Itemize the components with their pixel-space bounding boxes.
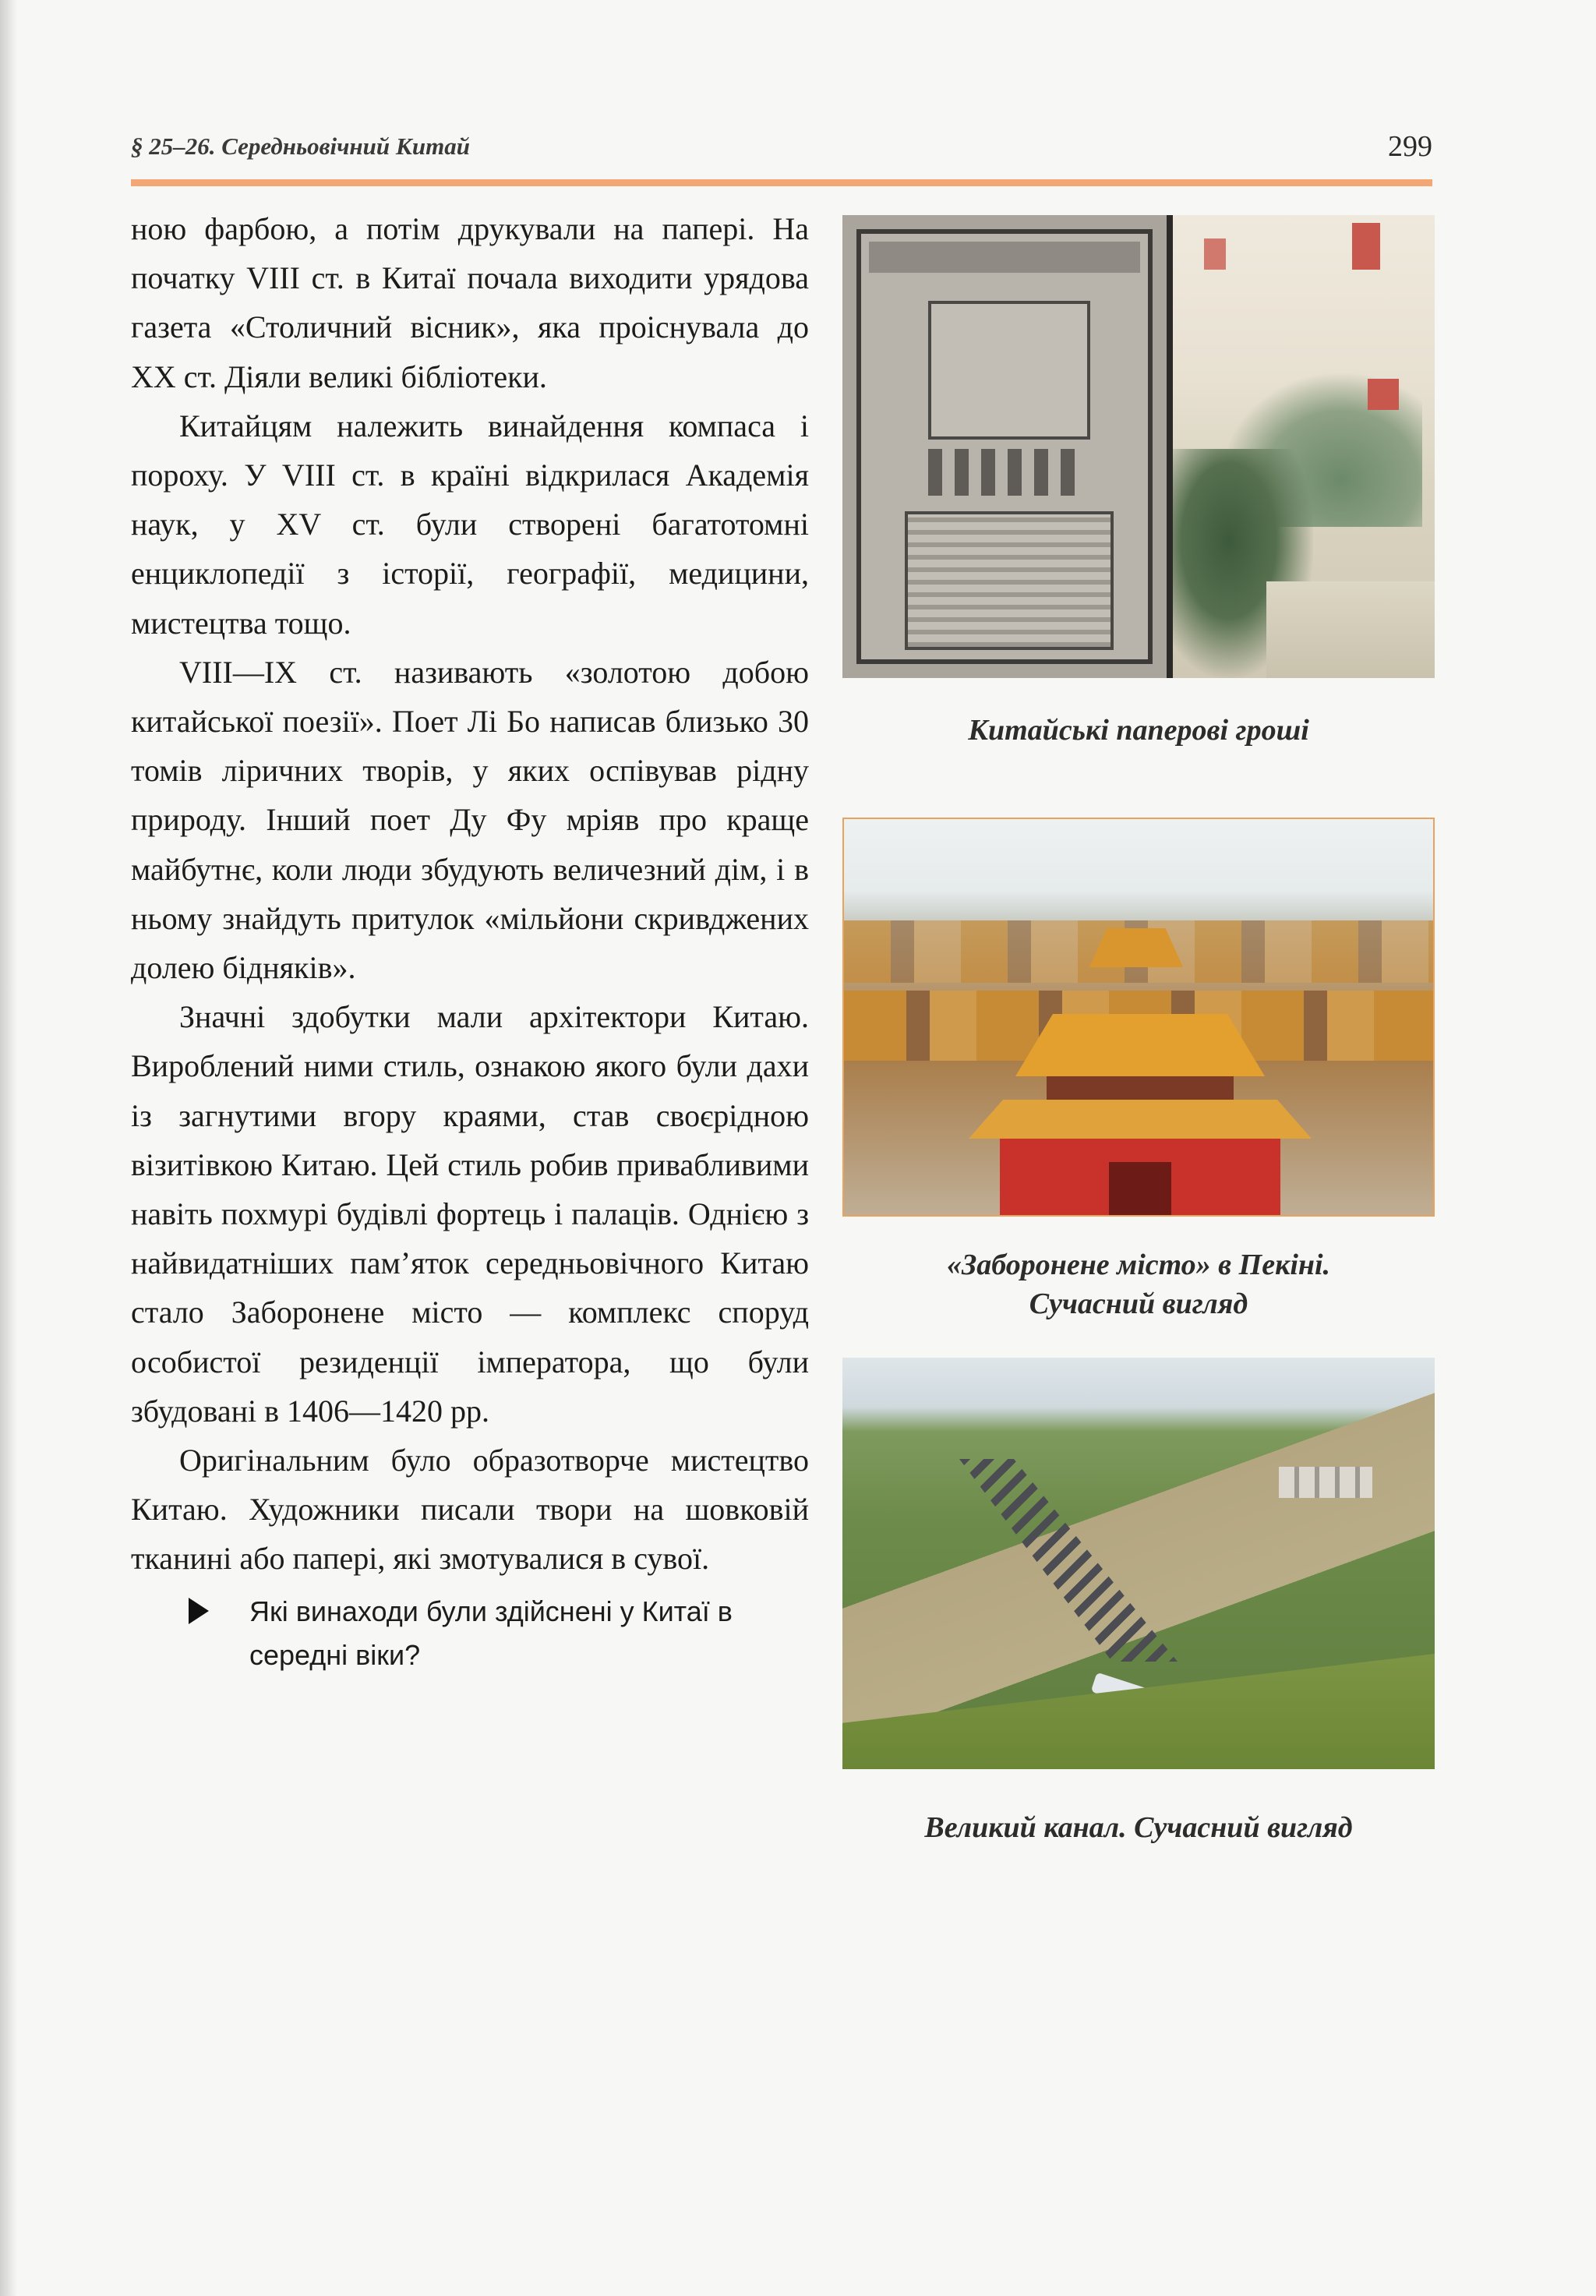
scroll-painting-image: [1173, 215, 1435, 678]
header-rule: [131, 179, 1432, 186]
page-header: [131, 132, 1432, 171]
body-text-column: [131, 204, 809, 1677]
page-number: 299: [1388, 130, 1432, 163]
banknote-image: [842, 215, 1167, 678]
figure-caption: [842, 1245, 1435, 1323]
caption-line: Сучасний вигляд: [1029, 1288, 1248, 1320]
figure-paper-money: [842, 215, 1435, 678]
figure-caption: Китайські паперові гроші: [968, 714, 1309, 747]
caption-line: «Заборонене місто» в Пекіні.: [946, 1249, 1331, 1281]
paragraph: Китайцям належить винайдення компаса і пороху. У VIII ст. в країні відкрилася Академія наук, у XV ст. були створені багатотомні енциклопедії з історії, географії, медицини, мистецтва тощо.: [131, 408, 809, 641]
triangle-bullet-icon: [189, 1598, 209, 1624]
paragraph: VIII—IX ст. називають «золотою добою китайської поезії». Поет Лі Бо написав близько 30 томів ліричних творів, у яких оспівував рідну природу. Інший поет Ду Фу мріяв про краще майбутнє, коли люди збудують величезний дім, і в ньому знайдуть притулок «мільйони скривджених долею бідняків».: [131, 654, 809, 986]
page-edge-shadow: [0, 0, 17, 2296]
question-text: Які винаходи були здійснені у Китаї в середні віки?: [249, 1595, 733, 1671]
paragraph: Значні здобутки мали архітектори Китаю. Вироблений ними стиль, ознакою якого були дахи із загнутими вгору краями, став своєрідною візитівкою Китаю. Цей стиль робив привабливими навіть похмурі будівлі фортець і палаців. Однією з найвидатніших пам’яток середньовічного Китаю стало Заборонене місто — комплекс споруд особистої резиденції імператора, що були збудовані в 1406—1420 рр.: [131, 999, 809, 1429]
paragraph: ною фарбою, а потім друкували на папері. На початку VIII ст. в Китаї почала виходити урядова газета «Столичний вісник», яка проіснувала до XX ст. Діяли великі бібліотеки.: [131, 211, 809, 394]
review-question: [131, 1590, 809, 1677]
figure-caption: Великий канал. Сучасний вигляд: [924, 1811, 1353, 1844]
running-title: § 25–26. Середньовічний Китай: [131, 132, 470, 160]
figure-grand-canal: [842, 1358, 1435, 1769]
paragraph: Оригінальним було образотворче мистецтво Китаю. Художники писали твори на шовковій тканині або папері, які змотувалися в сувої.: [131, 1443, 809, 1577]
figure-forbidden-city: [842, 818, 1435, 1217]
